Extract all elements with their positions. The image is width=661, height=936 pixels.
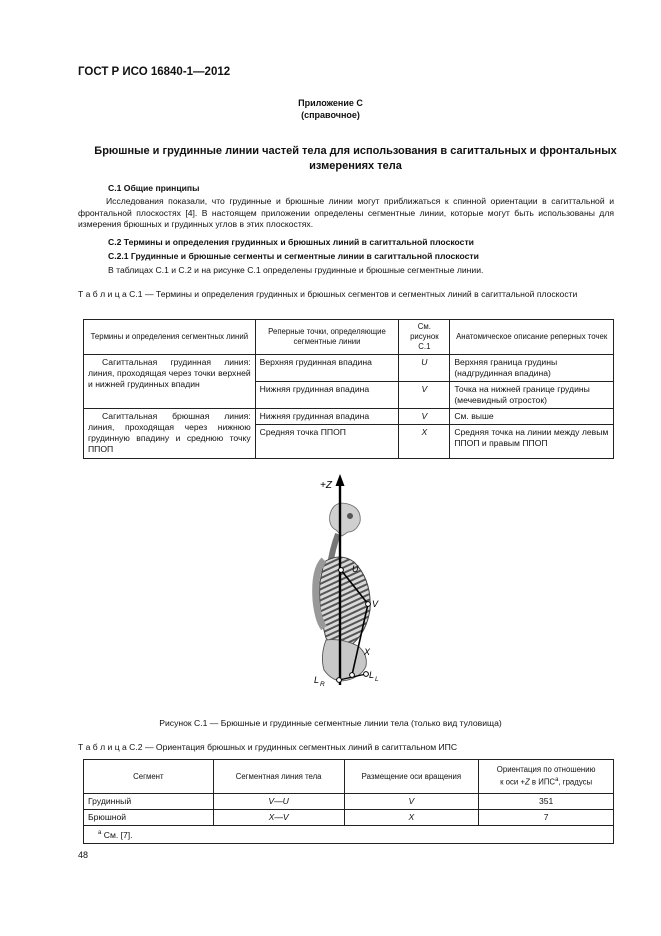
- table2-angle-cell: 7: [479, 810, 614, 826]
- table2-footnote-cell: [84, 826, 614, 844]
- section-c1-title: С.1 Общие принципы: [108, 183, 200, 193]
- footnote-marker: а: [98, 830, 102, 836]
- table-row: [84, 794, 614, 810]
- table2-footnote-row: [84, 826, 614, 844]
- annex-heading: Брюшные и грудинные линии частей тела для использования в сагиттальных и фронтальных измерениях тела: [94, 145, 617, 172]
- section-c21-title: С.2.1 Грудинные и брюшные сегменты и сегментные линии в сагиттальной плоскости: [108, 251, 479, 261]
- table2-angle-cell: 351: [479, 794, 614, 810]
- header-part: , градусы: [558, 777, 593, 787]
- table-row: [84, 355, 614, 382]
- table2: [83, 759, 614, 844]
- point-u-marker: [339, 568, 344, 573]
- page-number: 48: [78, 850, 89, 860]
- table1-header: Реперные точки, определяющие сегментные линии: [255, 320, 399, 355]
- label-ll-sub: L: [375, 676, 379, 683]
- header-axis: +Z: [520, 777, 530, 787]
- footnote-marker: а: [555, 777, 559, 784]
- table2-axis-cell: V: [344, 794, 479, 810]
- annex-subtitle: (справочное): [301, 110, 360, 120]
- table-row: [84, 409, 614, 425]
- table1: [83, 319, 614, 459]
- header-part: Ориентация по отношению: [496, 765, 596, 775]
- table1-caption: Т а б л и ц а С.1 — Термины и определения грудинных и брюшных сегментов и сегментных линий в сагиттальной плоскости: [78, 289, 578, 299]
- point-x-marker: [350, 673, 355, 678]
- point-v-marker: [366, 602, 371, 607]
- table2-line-cell: V—U: [213, 794, 344, 810]
- label-ll: L: [369, 670, 375, 680]
- table1-header-row: [84, 320, 614, 355]
- header-part: к оси: [500, 777, 521, 787]
- section-c21-text: В таблицах С.1 и С.2 и на рисунке С.1 определены грудинные и брюшные сегментные линии.: [108, 265, 484, 275]
- label-lr: L: [314, 675, 320, 685]
- table1-point-cell: Средняя точка ППОП: [255, 425, 399, 459]
- table1-term-cell: Сагиттальная грудинная линия: линия, проходящая через точки верхней и нижней грудинных впадин: [84, 355, 256, 409]
- table1-term-cell: Сагиттальная брюшная линия: линия, проходящая через нижнюю грудинную впадину и среднюю точку ППОП: [84, 409, 256, 459]
- label-u: U: [352, 564, 359, 574]
- header-part: в ИПС: [529, 777, 556, 787]
- rib-cage-icon: [320, 557, 371, 647]
- label-v: V: [372, 599, 379, 609]
- table1-fig-cell: X: [399, 425, 450, 459]
- section-c2-title: С.2 Термины и определения грудинных и брюшных линий в сагиттальной плоскости: [108, 237, 474, 247]
- point-ll-marker: [364, 672, 369, 677]
- document-id: ГОСТ Р ИСО 16840-1—2012: [78, 66, 231, 78]
- table1-point-cell: Верхняя грудинная впадина: [255, 355, 399, 382]
- table1-point-cell: Нижняя грудинная впадина: [255, 409, 399, 425]
- table2-line-cell: X—V: [213, 810, 344, 826]
- table2-segment-cell: Грудинный: [84, 794, 214, 810]
- table1-desc-cell: См. выше: [450, 409, 614, 425]
- table1-point-cell: Нижняя грудинная впадина: [255, 382, 399, 409]
- table1-desc-cell: Точка на нижней границе грудины (мечевидный отросток): [450, 382, 614, 409]
- label-lr-sub: R: [320, 681, 325, 688]
- table1-fig-cell: V: [399, 409, 450, 425]
- skull-icon: [330, 503, 361, 536]
- table1-desc-cell: Верхняя граница грудины (надгрудинная впадина): [450, 355, 614, 382]
- table-row: [84, 810, 614, 826]
- annex-title: Приложение С: [298, 98, 363, 108]
- table2-footnote: См. [7].: [101, 829, 133, 840]
- table2-header: Размещение оси вращения: [344, 760, 479, 794]
- table1-header: Термины и определения сегментных линий: [84, 320, 256, 355]
- table2-header: Сегментная линия тела: [213, 760, 344, 794]
- table2-axis-cell: X: [344, 810, 479, 826]
- table2-caption: Т а б л и ц а С.2 — Ориентация брюшных и грудинных сегментных линий в сагиттальном ИПС: [78, 742, 458, 752]
- table1-desc-cell: Средняя точка на линии между левым ППОП и правым ППОП: [450, 425, 614, 459]
- table2-header-orientation: [479, 760, 614, 794]
- table2-segment-cell: Брюшной: [84, 810, 214, 826]
- z-axis-arrow-icon: [336, 474, 345, 486]
- table1-fig-cell: V: [399, 382, 450, 409]
- pelvis-icon: [322, 640, 366, 681]
- figure-caption: Рисунок С.1 — Брюшные и грудинные сегментные линии тела (только вид туловища): [159, 718, 502, 728]
- skeleton-figure: [290, 470, 400, 710]
- label-x: X: [364, 647, 371, 657]
- table1-header: См. рисунок С.1: [399, 320, 450, 355]
- section-c1-text: Исследования показали, что грудинные и брюшные линии могут приближаться к спинной ориентации в сагиттальной и фронтальной плоскостях [4]. В настоящем приложении определены сегментные линии, которые могут быть использованы для измерения брюшных и грудинных углов в этих плоскостях.: [78, 196, 614, 230]
- label-z: +Z: [320, 480, 332, 491]
- table1-fig-cell: U: [399, 355, 450, 382]
- table2-header: Сегмент: [84, 760, 214, 794]
- table1-header: Анатомическое описание реперных точек: [450, 320, 614, 355]
- point-lr-marker: [337, 678, 342, 683]
- table2-header-row: [84, 760, 614, 794]
